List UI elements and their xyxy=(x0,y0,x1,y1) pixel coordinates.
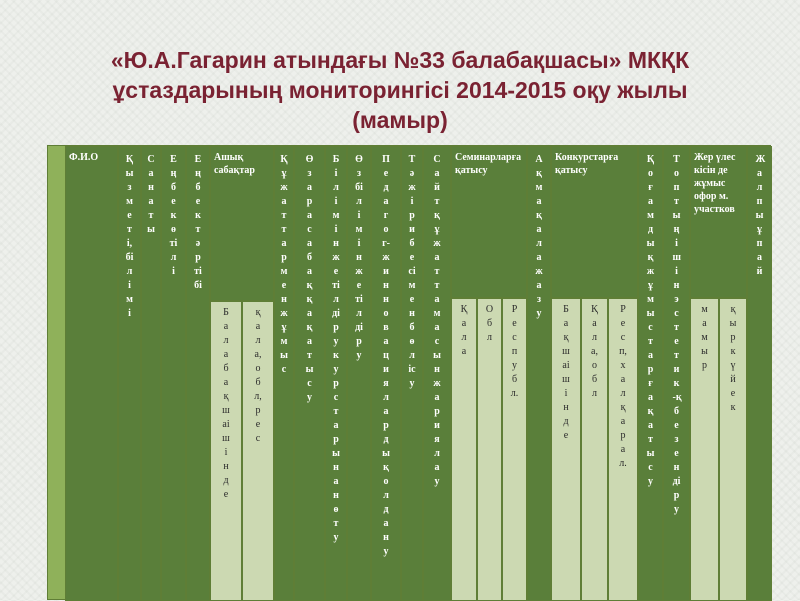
subheader-label: Балабақшаішінде xyxy=(222,307,230,500)
monitoring-table xyxy=(47,145,771,600)
subheader-label: Республ. xyxy=(510,304,519,399)
header-work-experience xyxy=(161,146,186,601)
header-label: Білімін жетілдіру курстарынан өту xyxy=(332,154,340,543)
header-contests xyxy=(551,146,638,298)
header-work-discipline xyxy=(186,146,210,601)
header-label: Жер үлес кісін де жұмыс офор м. участков xyxy=(694,152,736,215)
subheader-label: Қала,обл xyxy=(591,304,598,399)
header-article-writing xyxy=(527,146,551,601)
header-mutual-lessons xyxy=(294,146,325,601)
subheader-city-region xyxy=(581,298,608,601)
header-open-lessons xyxy=(210,146,274,301)
header-documents-work xyxy=(274,146,294,601)
header-total-score xyxy=(747,146,772,601)
subheader-in-kindergarten xyxy=(551,298,581,601)
header-label: Өз білімін жетілдіру xyxy=(355,154,363,361)
header-label: Ф.И.О xyxy=(69,152,99,163)
header-label: Еңбекөтілі xyxy=(169,154,178,277)
subheader-city-region-rep xyxy=(242,301,274,601)
header-label: Топтың ішін эстетик-қбезендіру xyxy=(672,154,682,515)
title-line-1: «Ю.А.Гагарин атындағы №33 балабақшасы» МКҚК xyxy=(110,47,690,73)
header-label: Педагог-жинновацияларды қолдану xyxy=(382,154,390,557)
header-label: Ақмақалажазу xyxy=(535,154,543,319)
header-public-work xyxy=(638,146,663,601)
subheader-republic xyxy=(502,298,527,601)
header-site-publishing xyxy=(423,146,451,601)
subheader-label: Обл xyxy=(485,304,494,343)
header-category xyxy=(141,146,161,601)
header-label: Жалпы ұпай xyxy=(755,154,766,277)
header-group-decoration xyxy=(663,146,690,601)
subheader-city xyxy=(451,298,477,601)
header-innovations xyxy=(371,146,401,601)
subheader-in-kindergarten xyxy=(210,301,242,601)
subheader-september xyxy=(719,298,747,601)
subheader-rep-international xyxy=(608,298,638,601)
header-label: Ашық сабақтар xyxy=(214,152,255,176)
header-seminars xyxy=(451,146,527,298)
subheader-label: Қала xyxy=(460,304,468,357)
header-label: Қоғамдық жұмыстарға қатысу xyxy=(646,154,655,487)
subheader-may xyxy=(690,298,719,601)
header-label: Өзара сабаққа қатысу xyxy=(305,154,314,403)
header-fio xyxy=(65,146,118,601)
subheader-label: мамыр xyxy=(701,304,708,371)
header-self-development xyxy=(347,146,371,601)
page-title xyxy=(20,45,780,135)
header-label: Қызметі,білімі xyxy=(125,154,134,319)
header-label: Құжаттармен жұмыс xyxy=(280,154,288,375)
title-line-2: ұстаздарының мониторингісі 2014-2015 оқу жылы xyxy=(112,77,688,103)
subheader-label: Бақшаішінде xyxy=(562,304,570,441)
subheader-label: қала,обл,рес xyxy=(254,307,262,444)
header-training-courses xyxy=(325,146,347,601)
title-line-3: (мамыр) xyxy=(352,107,448,133)
header-sharing-experience xyxy=(401,146,423,601)
header-plot-work xyxy=(690,146,747,298)
subheader-label: Респ,халқарал. xyxy=(619,304,627,469)
header-label: Тәжірибесімен бөлісу xyxy=(408,154,416,389)
subheader-region xyxy=(477,298,502,601)
subheader-label: қыркүйек xyxy=(729,304,737,413)
header-label: Еңбектәртібі xyxy=(194,154,202,291)
header-label: Санаты xyxy=(147,154,155,235)
header-label: Сайт құжаттамасын жариялау xyxy=(433,154,441,487)
header-label: Конкурстарға қатысу xyxy=(555,152,619,176)
header-position-education xyxy=(118,146,141,601)
header-label: Семинарларға қатысу xyxy=(455,152,522,176)
